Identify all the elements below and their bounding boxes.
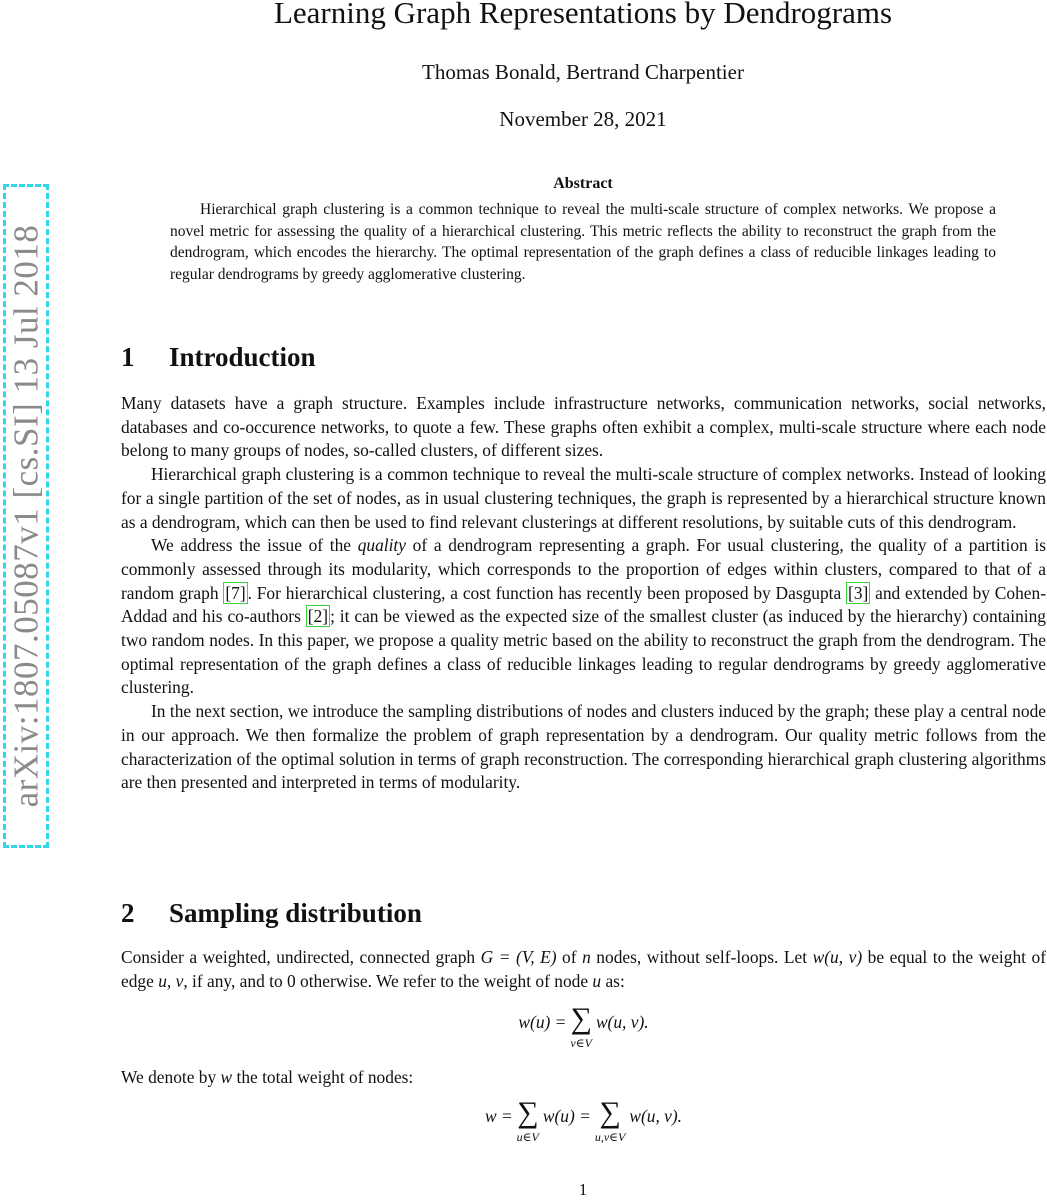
section-2-paragraph-2: [121, 1066, 1046, 1090]
section-2-heading: [121, 896, 1047, 930]
math-inline: w: [220, 1067, 233, 1087]
section-2-title: Sampling distribution: [169, 898, 422, 928]
arxiv-stamp: [3, 184, 49, 848]
equation-rhs: w(u, v).: [595, 1012, 649, 1032]
sampling-paragraph-1: [121, 946, 1046, 993]
section-2-number: 2: [121, 898, 135, 928]
sum-subscript: u,v∈V: [594, 1130, 626, 1144]
section-1-heading: [121, 340, 1047, 374]
text-run: of: [556, 947, 583, 967]
text-run: as:: [601, 970, 625, 991]
sum-subscript: u∈V: [516, 1130, 539, 1144]
sigma-glyph: ∑: [599, 1096, 621, 1129]
sum-symbol-1: [516, 1096, 539, 1144]
text-run: , if any, and to 0 otherwise. We refer to the weight of node: [183, 970, 593, 991]
intro-paragraph-1: Many datasets have a graph structure. Examples include infrastructure networks, communication networks, social networks, databases and co-occurence networks, to quote a few. These graphs often exhibit a complex, multi-scale structure where each node belong to many groups of nodes, so-called clusters, of different sizes.: [121, 393, 1046, 461]
citation-link-3[interactable]: [3]: [848, 582, 869, 603]
citation-link-7[interactable]: [7]: [225, 582, 246, 603]
math-inline: w(u, v): [812, 947, 863, 967]
abstract-heading: Abstract: [553, 175, 613, 192]
emphasis-quality: quality: [357, 535, 406, 556]
page-number: 1: [578, 1180, 588, 1199]
text-run: nodes, without self-loops. Let: [590, 947, 813, 967]
text-run: the total weight of nodes:: [232, 1067, 414, 1087]
text-run: ; it can be viewed as the expected size of the smallest cluster (as induced by the hierarchy) containing two random nodes. In this paper, we propose a quality metric based on the ability to reconstruct the graph from the dendrogram. The optimal representation of the graph defines a class of reducible linkages leading to regular dendrograms by greedy agglomerative clustering.: [121, 606, 1046, 698]
paper-authors: Thomas Bonald, Bertrand Charpentier: [422, 60, 744, 84]
sum-subscript: v∈V: [570, 1036, 592, 1050]
intro-paragraph-2: Hierarchical graph clustering is a common technique to reveal the multi-scale structure of complex networks. Instead of looking for a single partition of the set of nodes, as in usual clustering techniques, the graph is represented by a hierarchical structure known as a dendrogram, which can then be used to find relevant clusterings at different resolutions, by suitable cuts of this dendrogram.: [121, 464, 1046, 532]
section-1-number: 1: [121, 342, 135, 372]
text-run: of a dendrogram representing a graph. For usual clustering, the quality of a partition is commonly assessed through its modularity, which corresponds to the proportion of edges within clusters, compared to that of a random graph: [121, 535, 1046, 603]
math-inline: n: [582, 947, 591, 967]
equation-lhs: w =: [484, 1106, 513, 1126]
math-inline: G = (V, E): [480, 947, 557, 967]
sampling-paragraph-2: [121, 1066, 1046, 1090]
paper-title: Learning Graph Representations by Dendrograms: [273, 0, 893, 30]
equation-middle: w(u) =: [542, 1106, 591, 1126]
section-2-paragraph-1: [121, 946, 1046, 993]
intro-paragraph-3: [121, 534, 1046, 700]
sum-symbol: [570, 1002, 592, 1050]
equation-total-weight: [121, 1096, 1046, 1144]
equation-node-weight: [121, 1002, 1046, 1050]
citation-link-2[interactable]: [2]: [307, 606, 329, 627]
text-run: be equal to the weight of edge: [121, 947, 1046, 991]
math-inline: u, v: [158, 970, 184, 991]
text-run: We address the issue of the: [151, 535, 358, 556]
equation-rhs: w(u, v).: [629, 1106, 683, 1126]
text-run: and extended by Cohen-Addad and his co-authors: [121, 582, 1046, 627]
abstract-text: Hierarchical graph clustering is a common technique to reveal the multi-scale structure of complex networks. We propose a novel metric for assessing the quality of a hierarchical clustering. This metric reflects the ability to reconstruct the graph from the dendrogram, which encodes the hierarchy. The optimal representation of the graph defines a class of reducible linkages leading to regular dendrograms by greedy agglomerative clustering.: [170, 201, 996, 283]
arxiv-stamp-text: arXiv:1807.05087v1 [cs.SI] 13 Jul 2018: [6, 224, 46, 808]
sigma-glyph: ∑: [517, 1096, 539, 1129]
intro-paragraph-4: In the next section, we introduce the sampling distributions of nodes and clusters induced by the graph; these play a central node in our approach. We then formalize the problem of graph representation by a dendrogram. Our quality metric follows from the characterization of the optimal solution in terms of graph reconstruction. The corresponding hierarchical graph clustering algorithms are then presented and interpreted in terms of modularity.: [121, 701, 1046, 793]
math-inline: u: [592, 970, 602, 991]
text-run: . For hierarchical clustering, a cost function has recently been proposed by Dasgupta: [247, 582, 847, 603]
section-1-body: [121, 392, 1046, 795]
text-run: Consider a weighted, undirected, connected graph: [121, 947, 481, 967]
paper-date: November 28, 2021: [499, 107, 667, 131]
section-1-title: Introduction: [169, 342, 316, 372]
sum-symbol-2: [594, 1096, 626, 1144]
text-run: We denote by: [121, 1067, 221, 1087]
sigma-glyph: ∑: [570, 1002, 592, 1035]
equation-lhs: w(u) =: [518, 1012, 567, 1032]
